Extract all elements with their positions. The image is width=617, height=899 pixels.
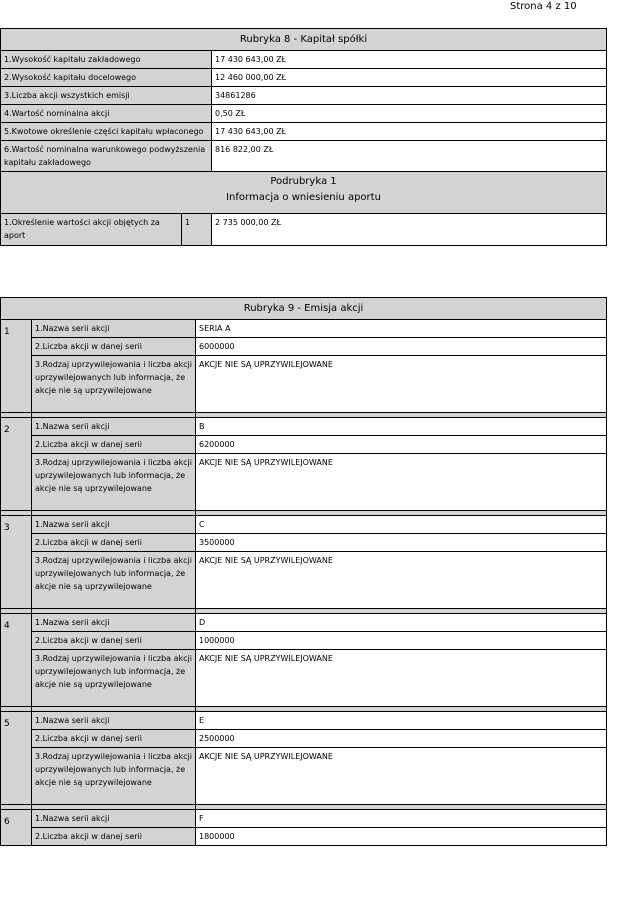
series-number: 4 (1, 614, 32, 707)
series-name-label: 1.Nazwa serii akcji (32, 516, 196, 534)
series-number: 6 (1, 810, 32, 846)
series-count-row (1, 632, 607, 650)
section-9-table (0, 297, 607, 846)
capital-row-label: 5.Kwotowe określenie części kapitału wpłaconego (1, 123, 212, 141)
series-privilege-value: AKCJE NIE SĄ UPRZYWILEJOWANE (196, 650, 607, 707)
series-privilege-row (1, 748, 607, 805)
series-privilege-value: AKCJE NIE SĄ UPRZYWILEJOWANE (196, 454, 607, 511)
aport-index: 1 (182, 214, 212, 246)
section-8-title: Rubryka 8 - Kapitał spółki (1, 29, 607, 51)
section-8-table (0, 28, 607, 246)
capital-row (1, 69, 607, 87)
series-count-label: 2.Liczba akcji w danej serii (32, 436, 196, 454)
capital-row (1, 87, 607, 105)
series-count-label: 2.Liczba akcji w danej serii (32, 730, 196, 748)
series-name-row (1, 320, 607, 338)
subsection-subtitle: Informacja o wniesieniu aportu (226, 192, 381, 203)
series-count-row (1, 436, 607, 454)
series-count-value: 1000000 (196, 632, 607, 650)
series-privilege-value: AKCJE NIE SĄ UPRZYWILEJOWANE (196, 748, 607, 805)
series-privilege-label: 3.Rodzaj uprzywilejowania i liczba akcji uprzywilejowanych lub informacja, że akcje nie są uprzywilejowane (32, 356, 196, 413)
series-count-value: 1800000 (196, 828, 607, 846)
capital-row-label: 2.Wysokość kapitału docelowego (1, 69, 212, 87)
series-name-value: D (196, 614, 607, 632)
capital-row-value: 816 822,00 ZŁ (212, 141, 607, 172)
series-name-row (1, 810, 607, 828)
series-privilege-row (1, 454, 607, 511)
series-name-value: E (196, 712, 607, 730)
series-privilege-row (1, 356, 607, 413)
capital-row (1, 51, 607, 69)
subsection-title-cell (1, 172, 607, 214)
series-count-row (1, 338, 607, 356)
series-name-row (1, 418, 607, 436)
capital-row (1, 105, 607, 123)
capital-row-value: 12 460 000,00 ZŁ (212, 69, 607, 87)
series-name-value: B (196, 418, 607, 436)
series-count-row (1, 534, 607, 552)
series-privilege-value: AKCJE NIE SĄ UPRZYWILEJOWANE (196, 552, 607, 609)
subsection-header (1, 172, 607, 214)
series-number: 2 (1, 418, 32, 511)
series-name-label: 1.Nazwa serii akcji (32, 320, 196, 338)
series-name-row (1, 614, 607, 632)
series-privilege-label: 3.Rodzaj uprzywilejowania i liczba akcji uprzywilejowanych lub informacja, że akcje nie są uprzywilejowane (32, 748, 196, 805)
capital-row-label: 4.Wartość nominalna akcji (1, 105, 212, 123)
capital-row (1, 123, 607, 141)
aport-row (1, 214, 607, 246)
capital-row-value: 0,50 ZŁ (212, 105, 607, 123)
series-name-value: F (196, 810, 607, 828)
aport-value: 2 735 000,00 ZŁ (212, 214, 607, 246)
series-count-row (1, 828, 607, 846)
subsection-title: Podrubryka 1 (270, 176, 337, 187)
section-8-header (1, 29, 607, 51)
series-count-value: 2500000 (196, 730, 607, 748)
series-name-label: 1.Nazwa serii akcji (32, 712, 196, 730)
series-privilege-label: 3.Rodzaj uprzywilejowania i liczba akcji uprzywilejowanych lub informacja, że akcje nie są uprzywilejowane (32, 552, 196, 609)
series-count-value: 6000000 (196, 338, 607, 356)
series-privilege-row (1, 650, 607, 707)
capital-row-label: 6.Wartość nominalna warunkowego podwyższenia kapitału zakładowego (1, 141, 212, 172)
series-count-row (1, 730, 607, 748)
series-count-label: 2.Liczba akcji w danej serii (32, 534, 196, 552)
section-9-title: Rubryka 9 - Emisja akcji (1, 298, 607, 320)
series-count-value: 3500000 (196, 534, 607, 552)
section-9-header (1, 298, 607, 320)
series-name-label: 1.Nazwa serii akcji (32, 418, 196, 436)
series-count-label: 2.Liczba akcji w danej serii (32, 828, 196, 846)
series-number: 5 (1, 712, 32, 805)
capital-row-label: 1.Wysokość kapitału zakładowego (1, 51, 212, 69)
capital-row-label: 3.Liczba akcji wszystkich emisji (1, 87, 212, 105)
series-privilege-label: 3.Rodzaj uprzywilejowania i liczba akcji uprzywilejowanych lub informacja, że akcje nie są uprzywilejowane (32, 454, 196, 511)
capital-row-value: 17 430 643,00 ZŁ (212, 51, 607, 69)
series-name-row (1, 712, 607, 730)
series-name-row (1, 516, 607, 534)
aport-label: 1.Określenie wartości akcji objętych za aport (1, 214, 182, 246)
series-number: 1 (1, 320, 32, 413)
series-name-value: C (196, 516, 607, 534)
series-name-value: SERIA A (196, 320, 607, 338)
series-count-value: 6200000 (196, 436, 607, 454)
page-number: Strona 4 z 10 (510, 1, 577, 12)
series-number: 3 (1, 516, 32, 609)
series-privilege-label: 3.Rodzaj uprzywilejowania i liczba akcji uprzywilejowanych lub informacja, że akcje nie są uprzywilejowane (32, 650, 196, 707)
series-name-label: 1.Nazwa serii akcji (32, 810, 196, 828)
capital-row (1, 141, 607, 172)
series-count-label: 2.Liczba akcji w danej serii (32, 632, 196, 650)
capital-row-value: 34861286 (212, 87, 607, 105)
capital-row-value: 17 430 643,00 ZŁ (212, 123, 607, 141)
series-count-label: 2.Liczba akcji w danej serii (32, 338, 196, 356)
series-privilege-value: AKCJE NIE SĄ UPRZYWILEJOWANE (196, 356, 607, 413)
series-privilege-row (1, 552, 607, 609)
series-name-label: 1.Nazwa serii akcji (32, 614, 196, 632)
